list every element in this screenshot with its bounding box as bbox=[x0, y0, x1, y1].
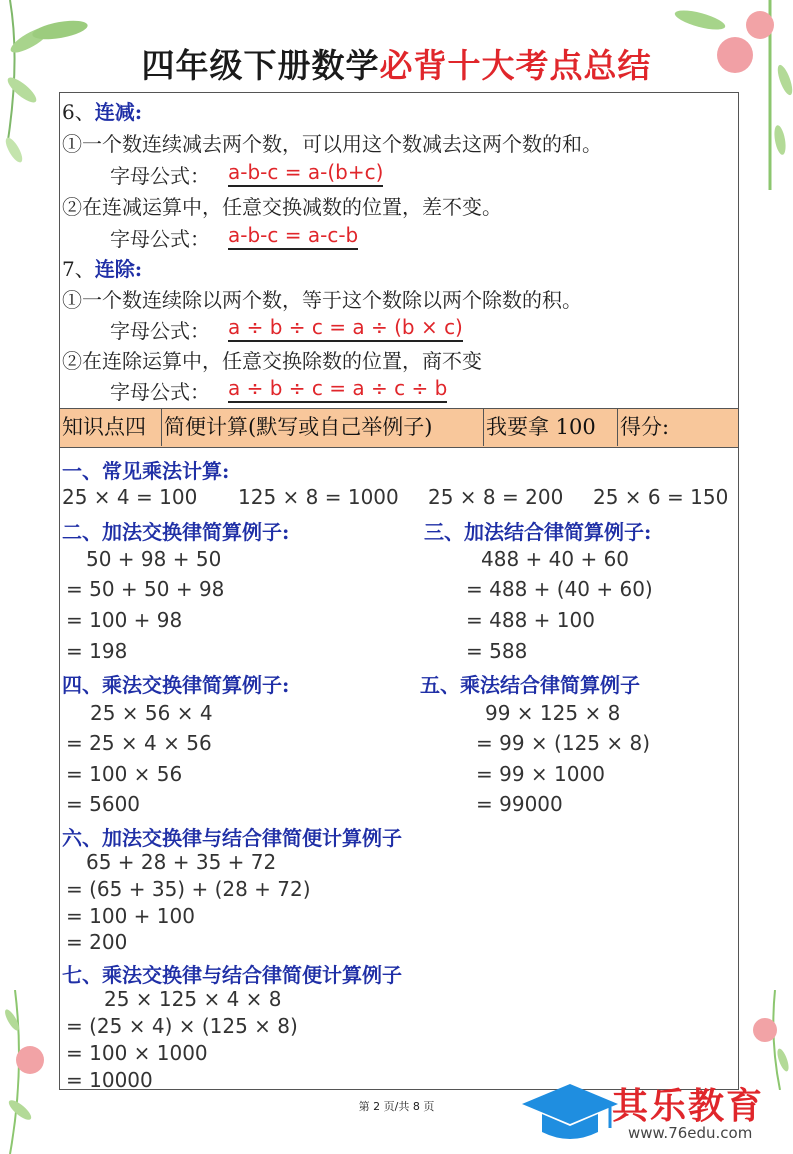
brand-url: www.76edu.com bbox=[628, 1124, 753, 1142]
leaf-decoration-bottom-right-icon bbox=[735, 990, 793, 1090]
s1-item: 25 × 8 = 200 bbox=[428, 485, 564, 509]
s5-line: = 99000 bbox=[476, 792, 563, 816]
sec6-formula-label-2: 字母公式： bbox=[110, 227, 210, 251]
s2-line: = 100 + 98 bbox=[66, 608, 183, 632]
brand-name: 其乐教育 bbox=[612, 1086, 765, 1127]
sec7-heading-num: 7、 bbox=[62, 257, 95, 281]
s2-line: = 198 bbox=[66, 639, 128, 663]
s7-heading: 七、乘法交换律与结合律简便计算例子 bbox=[62, 963, 402, 987]
s4-line: = 5600 bbox=[66, 792, 141, 816]
sec6-formula-label-1: 字母公式： bbox=[110, 164, 210, 188]
s3-heading: 三、加法结合律简算例子: bbox=[424, 520, 652, 544]
graduation-cap-icon bbox=[520, 1076, 620, 1146]
sec6-formula-2: a-b-c = a-c-b bbox=[228, 223, 358, 250]
s5-line: = 99 × (125 × 8) bbox=[476, 731, 651, 755]
s3-line: 488 + 40 + 60 bbox=[481, 547, 630, 571]
title-part-2: 必背十大考点总结 bbox=[379, 46, 652, 85]
s6-line: = 200 bbox=[66, 930, 128, 954]
s1-item: 25 × 6 = 150 bbox=[593, 485, 729, 509]
sec6-heading-text: 连减: bbox=[94, 100, 143, 124]
sec7-formula-1: a ÷ b ÷ c = a ÷ (b × c) bbox=[228, 315, 463, 342]
s3-line: = 488 + 100 bbox=[466, 608, 595, 632]
s7-line: = 100 × 1000 bbox=[66, 1041, 208, 1065]
s5-line: = 99 × 1000 bbox=[476, 762, 605, 786]
s4-line: = 25 × 4 × 56 bbox=[66, 731, 212, 755]
s4-heading: 四、乘法交换律简算例子: bbox=[62, 673, 290, 697]
s3-line: = 588 bbox=[466, 639, 528, 663]
s7-line: = 10000 bbox=[66, 1068, 153, 1092]
s1-heading: 一、常见乘法计算: bbox=[62, 459, 230, 483]
sec6-formula-1: a-b-c = a-(b+c) bbox=[228, 160, 383, 187]
s4-line: 25 × 56 × 4 bbox=[90, 701, 213, 725]
page-title bbox=[0, 40, 793, 87]
s6-line: = (65 + 35) + (28 + 72) bbox=[66, 877, 311, 901]
s1-item: 25 × 4 = 100 bbox=[62, 485, 198, 509]
s7-line: 25 × 125 × 4 × 8 bbox=[104, 987, 282, 1011]
header-cell-score: 得分: bbox=[620, 415, 670, 439]
sec6-heading-num: 6、 bbox=[62, 100, 95, 124]
sec7-paragraph-2: ②在连除运算中，任意交换除数的位置，商不变 bbox=[62, 349, 482, 373]
s2-heading: 二、加法交换律简算例子: bbox=[62, 520, 290, 544]
header-cell-goal: 我要拿 100 bbox=[484, 409, 618, 446]
s3-line: = 488 + (40 + 60) bbox=[466, 577, 653, 601]
sec7-formula-2: a ÷ b ÷ c = a ÷ c ÷ b bbox=[228, 376, 447, 403]
s6-line: = 100 + 100 bbox=[66, 904, 195, 928]
title-part-1: 四年级下册数学 bbox=[141, 46, 380, 85]
page-footer: 第 2 页/共 8 页 bbox=[358, 1100, 435, 1113]
s2-line: = 50 + 50 + 98 bbox=[66, 577, 225, 601]
s5-heading: 五、乘法结合律简算例子 bbox=[420, 673, 640, 697]
sec7-formula-label-1: 字母公式： bbox=[110, 319, 210, 343]
s1-item: 125 × 8 = 1000 bbox=[238, 485, 399, 509]
sec6-paragraph-2: ②在连减运算中，任意交换减数的位置，差不变。 bbox=[62, 195, 502, 219]
sec6-heading bbox=[62, 96, 142, 125]
s6-line: 65 + 28 + 35 + 72 bbox=[86, 850, 277, 874]
s5-line: 99 × 125 × 8 bbox=[485, 701, 621, 725]
header-cell-topic: 简便计算(默写或自己举例子) bbox=[162, 409, 484, 446]
knowledge-point-header bbox=[59, 408, 739, 448]
header-cell-title: 知识点四 bbox=[60, 409, 162, 446]
s6-heading: 六、加法交换律与结合律简便计算例子 bbox=[62, 826, 402, 850]
s7-line: = (25 × 4) × (125 × 8) bbox=[66, 1014, 298, 1038]
sec7-paragraph-1: ①一个数连续除以两个数，等于这个数除以两个除数的积。 bbox=[62, 288, 582, 312]
sec7-heading bbox=[62, 253, 142, 282]
sec7-heading-text: 连除: bbox=[94, 257, 143, 281]
s2-line: 50 + 98 + 50 bbox=[86, 547, 222, 571]
s4-line: = 100 × 56 bbox=[66, 762, 183, 786]
sec7-formula-label-2: 字母公式： bbox=[110, 380, 210, 404]
sec6-paragraph-1: ①一个数连续减去两个数，可以用这个数减去这两个数的和。 bbox=[62, 132, 602, 156]
